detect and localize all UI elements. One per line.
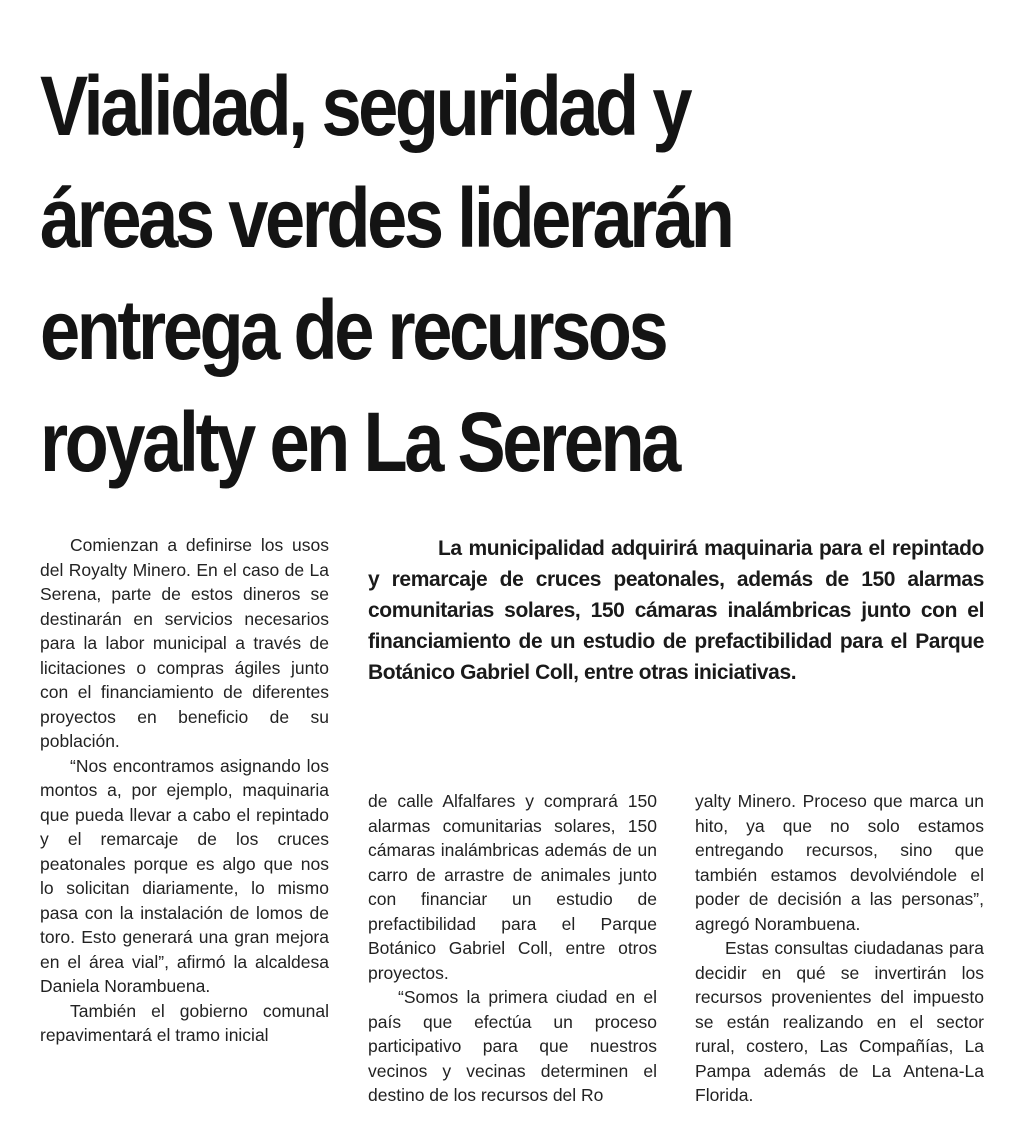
body-column-3 [695,789,984,1108]
body-paragraph: Estas consultas ciudadanas para decidir en qué se invertirán los recursos provenientes del impuesto se están realizando en el sector rural, costero, Las Compañías, La Pampa además de La Antena-La Florida. [695,938,984,1105]
headline-line: royalty en La Serena [40,395,678,489]
body-column-1 [40,533,329,1048]
body-paragraph: yalty Minero. Proceso que marca un hito, ya que no solo estamos entregando recursos, sino que también estamos devolviéndole el poder de decisión a las personas”, agregó Norambuena. [695,791,984,934]
body-paragraph: También el gobierno comunal repavimentará el tramo inicial [40,1000,329,1045]
body-column-2 [368,789,657,1108]
body-paragraph: “Nos encontramos asignando los montos a, por ejemplo, maquinaria que pueda llevar a cabo el repintado y el remarcaje de los cruces peatonales porque es algo que nos lo solicitan diariamente, lo mismo pasa con la instalación de lomos de toro. Esto generará una gran mejora en el área vial”, afirmó la alcaldesa Daniela Norambuena. [40,755,329,996]
lead-paragraph: La municipalidad adquirirá maquinaria para el repintado y remarcaje de cruces peatonales, además de 150 alarmas comunitarias solares, 150 cámaras inalámbricas junto con el financiamiento de un estudio de prefactibilidad para el Parque Botánico Gabriel Coll, entre otras iniciativas. [368,537,984,684]
headline [40,50,866,498]
body-paragraph: Comienzan a definirse los usos del Royalty Minero. En el caso de La Serena, parte de estos dineros se destinarán en servicios necesarios para la labor municipal a través de licitaciones o compras ágiles junto con el financiamiento de diferentes proyectos en beneficio de su población. [40,535,329,751]
headline-line: áreas verdes liderarán [40,171,732,265]
headline-line: Vialidad, seguridad y [40,59,690,153]
headline-line: entrega de recursos [40,283,666,377]
body-paragraph: de calle Alfalfares y comprará 150 alarmas comunitarias solares, 150 cámaras inalámbricas además de un carro de arrastre de animales junto con financiar un estudio de prefactibilidad para el Parque Botánico Gabriel Coll, entre otros proyectos. [368,791,657,983]
body-paragraph: “Somos la primera ciudad en el país que efectúa un proceso participativo para que nuestros vecinos y vecinas determinen el destino de los recursos del Ro [368,987,657,1105]
